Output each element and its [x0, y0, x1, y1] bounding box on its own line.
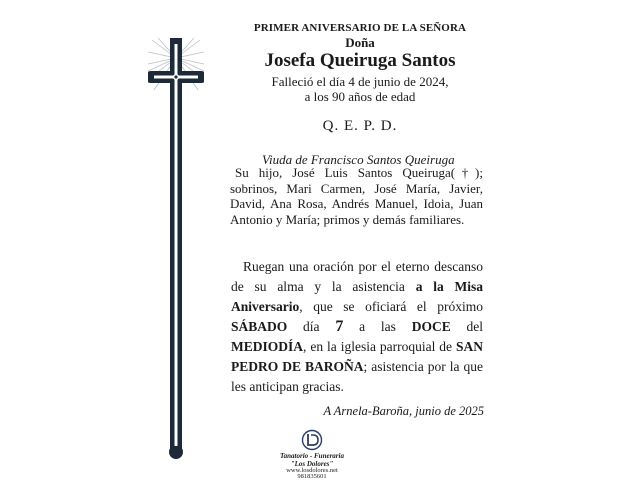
cross-icon [148, 38, 204, 460]
mass-time: MEDIODÍA [231, 339, 304, 354]
mass-day: SÁBADO [231, 319, 288, 334]
funeral-home-name: "Los Dolores" [290, 460, 334, 468]
honorific: Doña [345, 35, 375, 50]
death-date: Falleció el día 4 de junio de 2024, [271, 74, 449, 89]
prayer-text-7: ; asistencia por la que les anticipan gracias. [231, 359, 483, 394]
funeral-home-website: www.losdolores.net [286, 467, 338, 474]
prayer-text-2: , que se oficiará el próximo [299, 299, 483, 314]
anniversary-title: PRIMER ANIVERSARIO DE LA SEÑORA [253, 22, 467, 34]
mass-hour: DOCE [411, 319, 451, 334]
prayer-text-6: , en la iglesia parroquial de [303, 339, 456, 354]
prayer-text-5: del [450, 319, 483, 334]
church-name: SAN PEDRO DE BAROÑA [231, 339, 483, 374]
prayer-text-4: a las [343, 319, 412, 334]
family-text: Su hijo, José Luis Santos Queiruga(†); sobrinos, Mari Carmen, José María, Javier, David, Ana Rosa, Andrés Manuel, Idoia, Juan Antonio y María; primos y demás familiares. [230, 165, 483, 227]
widow-line: Viuda de Francisco Santos Queiruga [262, 152, 455, 167]
deceased-name: Josefa Queiruga Santos [264, 50, 456, 71]
prayer-text-3: día [287, 319, 336, 334]
age-at-death: a los 90 años de edad [304, 89, 416, 104]
funeral-home-type: Tanatorio - Funeraria [280, 452, 344, 460]
family-members [230, 165, 483, 227]
qepd: Q. E. P. D. [322, 118, 398, 134]
prayer-paragraph [231, 257, 483, 397]
mass-date: 7 [335, 318, 344, 335]
prayer-text-1: Ruegan una oración por el eterno descanso de su alma y la asistencia [231, 259, 483, 294]
funeral-home-logo-icon [301, 429, 323, 451]
mass-label: a la Misa Aniversario [231, 279, 484, 314]
place-date: A Arnela-Baroña, junio de 2025 [323, 404, 484, 418]
funeral-home-phone: 981835601 [297, 473, 327, 480]
